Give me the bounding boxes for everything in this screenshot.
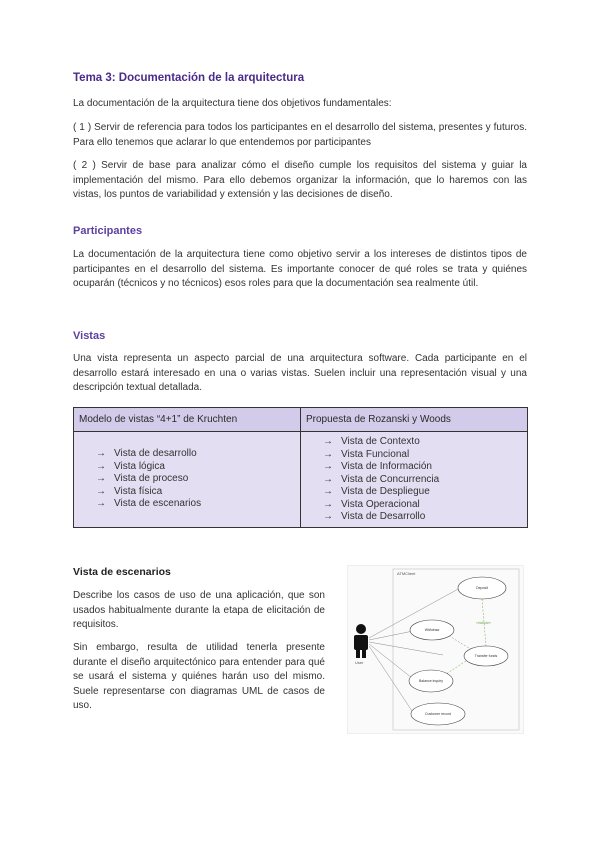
- kruchten-cell: [74, 432, 301, 528]
- arrow-icon: →: [96, 460, 106, 472]
- arrow-icon: →: [96, 448, 106, 459]
- list-item: → Vista de Concurrencia: [323, 473, 440, 485]
- use-case-2-label: Withdraw: [424, 628, 440, 632]
- arrow-icon: →: [323, 511, 333, 522]
- include-label: «include»: [476, 621, 491, 625]
- rozanski-list: [301, 432, 527, 524]
- views-heading: Vistas: [73, 330, 106, 342]
- scenarios-heading: Vista de escenarios: [73, 566, 171, 578]
- list-item: → Vista de Desarrollo: [323, 511, 426, 522]
- arrow-icon: →: [323, 498, 333, 510]
- use-case-1-label: Deposit: [476, 586, 488, 590]
- scenarios-paragraph-1: Describe los casos de uso de una aplicación, que son usados habitualmente durante la etapa de elicitación de requisitos.: [73, 590, 325, 630]
- list-item: → Vista Operacional: [323, 498, 420, 510]
- use-case-diagram: [347, 565, 524, 734]
- arrow-icon: →: [323, 473, 333, 485]
- list-item: → Vista de Contexto: [323, 436, 420, 447]
- association-lines: [369, 588, 460, 711]
- views-table: [73, 407, 528, 528]
- objective-2: ( 2 ) Servir de base para analizar cómo el diseño cumple los requisitos del sistema y guiar la implementación del mismo. Para ello debemos organizar la información, que lo haremos con las vistas, los puntos de variabilidad y extensión y las decisiones de diseño.: [73, 160, 527, 200]
- scenarios-paragraph-2: Sin embargo, resulta de utilidad tenerla presente durante el diseño arquitectónico para entender para qué se usará el sistema y quiénes harán uso del mismo. Suele representarse con diagramas UML de casos de uso.: [73, 642, 325, 711]
- use-case-diagram-svg: [348, 566, 523, 733]
- arrow-icon: →: [323, 461, 333, 472]
- participants-heading: Participantes: [73, 225, 143, 237]
- objective-1: ( 1 ) Servir de referencia para todos los participantes en el desarrollo del sistema, presentes y futuros. Para ello tenemos que aclarar lo que entendemos por participantes: [73, 122, 527, 148]
- use-case-5-label: Customer record: [424, 712, 452, 716]
- list-item: → Vista de desarrollo: [96, 448, 197, 459]
- system-label: ATMClient: [397, 571, 416, 576]
- arrow-icon: →: [323, 486, 333, 497]
- list-item: → Vista física: [96, 485, 163, 497]
- arrow-icon: →: [323, 436, 333, 447]
- rozanski-cell: [301, 432, 528, 528]
- kruchten-list: [74, 432, 300, 511]
- intro-paragraph: La documentación de la arquitectura tiene dos objetivos fundamentales:: [73, 98, 392, 109]
- arrow-icon: →: [96, 485, 106, 497]
- rozanski-header: Propuesta de Rozanski y Woods: [301, 408, 528, 432]
- kruchten-header: Modelo de vistas “4+1” de Kruchten: [74, 408, 301, 432]
- actor-label: User: [355, 660, 364, 665]
- participants-paragraph: La documentación de la arquitectura tiene como objetivo servir a los intereses de distintos tipos de participantes en el desarrollo del sistema. Es importante conocer de qué roles se trata y quiénes ocuparán (técnicos y no técnicos) esos roles para que la documentación sea realmente útil.: [73, 249, 527, 289]
- arrow-icon: →: [96, 473, 106, 484]
- use-case-ellipses: [409, 577, 508, 725]
- list-item: → Vista de Información: [323, 461, 432, 472]
- list-item: → Vista de Despliegue: [323, 486, 430, 497]
- page-title: Tema 3: Documentación de la arquitectura: [73, 72, 305, 84]
- use-case-4-label: Balance inquiry: [419, 679, 443, 683]
- arrow-icon: →: [96, 498, 106, 509]
- list-item: → Vista lógica: [96, 460, 165, 472]
- list-item: → Vista de proceso: [96, 473, 189, 484]
- views-paragraph: Una vista representa un aspecto parcial de una arquitectura software. Cada participante en el desarrollo estará interesado en una o varias vistas. Suelen incluir una representación visual y una descripción textual detallada.: [73, 353, 527, 393]
- use-case-3-label: Transfer funds: [474, 654, 498, 658]
- list-item: → Vista de escenarios: [96, 498, 202, 509]
- arrow-icon: →: [323, 448, 333, 460]
- list-item: → Vista Funcional: [323, 448, 410, 460]
- actor-icon: [354, 624, 368, 658]
